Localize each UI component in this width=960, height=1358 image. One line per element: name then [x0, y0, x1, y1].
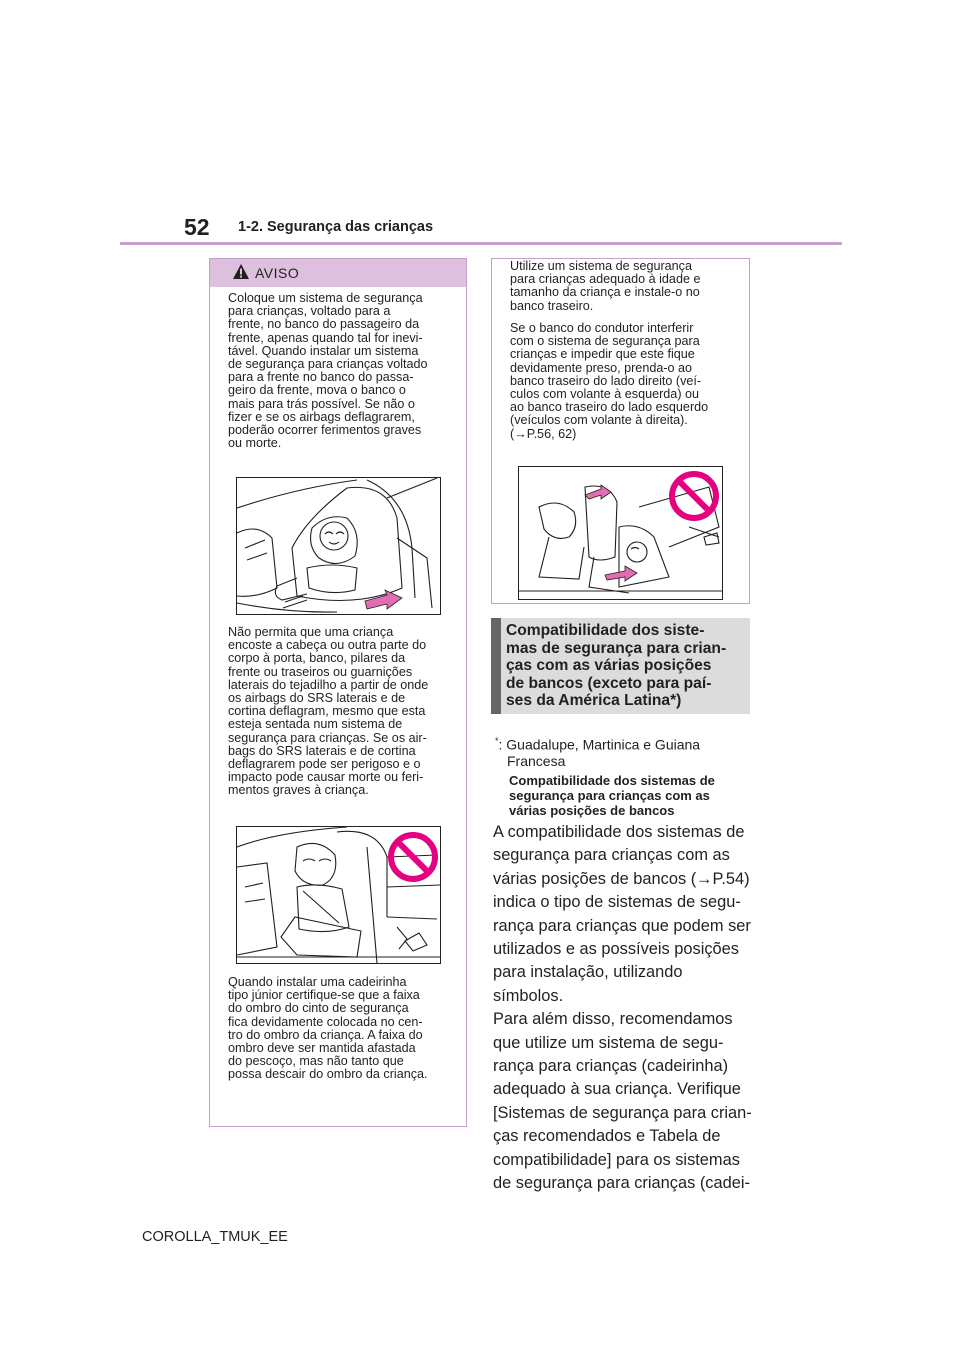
illustration-child-leaning — [236, 826, 441, 964]
illustration-front-child-seat — [236, 477, 441, 615]
warning-triangle-icon — [232, 263, 250, 280]
warning-paragraph-3: Quando instalar uma cadeirinha tipo júnior certifique-se que a faixa do ombro do cinto de segurança fica devidamente colocada no cen- tro do ombro da criança. A faixa do ombro deve ser mantida afastada do pescoço, mas não tanto que possa descair do ombro da criança. — [228, 975, 428, 1082]
footer-model-code: COROLLA_TMUK_EE — [142, 1229, 288, 1245]
subheading: Compatibilidade dos sistemas de segurança para crianças com as várias posições de bancos — [509, 773, 715, 818]
section-title: 1-2. Segurança das crianças — [238, 219, 434, 235]
page-reference-link[interactable]: (→P.56, 62) — [510, 426, 577, 441]
footnote: *: Guadalupe, Martinica e Guiana Francesa — [495, 736, 701, 769]
warning-continued-paragraph-1: Utilize um sistema de segurança para crianças adequado à idade e tamanho da criança e instale-o no banco traseiro. — [510, 259, 701, 313]
child-seat-front-drawing — [237, 478, 440, 614]
prohibited-icon — [387, 831, 439, 883]
warning-continued-paragraph-2: Se o banco do condutor interferir com o sistema de segurança para crianças e impedir que este fique devidamente preso, prenda-o ao banco traseiro do lado direito (veí- culos com volante à esquerda) ou ao banco traseiro do lado esquerdo (veículos com volante à direita). (→P.56, 62) — [510, 322, 746, 441]
illustration-driver-seat-interference — [518, 466, 723, 600]
footnote-mark: * — [495, 736, 499, 746]
compatibility-heading-bar — [491, 618, 501, 714]
page-number: 52 — [184, 214, 210, 240]
warning-paragraph-1: Coloque um sistema de segurança para crianças, voltado para a frente, no banco do passageiro da frente, apenas quando tal for inevi- tável. Quando instalar um sistema de segurança para crianças voltado para a frente no banco do passa- geiro da frente, mova o banco o mais para trás possível. Se não o fizer e se os airbags deflagrarem, poderão ocorrer ferimentos graves ou morte. — [228, 291, 428, 451]
prohibited-icon — [667, 469, 721, 523]
body-paragraph: A compatibilidade dos sistemas de segurança para crianças com as várias posições de bancos (→P.54) indica o tipo de sistemas de segu- rança para crianças que podem ser utilizados e as possíveis posições para instalação, utilizando símbolos. Para além disso, recomendamos que utilize um sistema de segu- rança para crianças (cadeirinha) adequado à sua criança. Verifique [Sistemas de segurança para crian- ças recomendados e Tabela de compatibilidade] para os sistemas de segurança para crianças (cadei- — [493, 823, 752, 1193]
header-rule — [120, 242, 842, 245]
compatibility-heading: Compatibilidade dos siste- mas de segurança para crian- ças com as várias posições de bancos (exceto para paí- ses da América Latina*) — [506, 622, 727, 710]
warning-paragraph-2: Não permita que uma criança encoste a cabeça ou outra parte do corpo à porta, banco, pilares da frente ou traseiros ou guarnições laterais do tejadilho a partir de onde os airbags do SRS laterais e de cortina deflagram, mesmo que esta esteja sentada num sistema de segurança para crianças. Se os air- bags do SRS laterais e de cortina deflagrarem pode ser perigoso e o impacto pode causar morte ou feri- mentos graves à criança. — [228, 625, 429, 798]
warning-title: AVISO — [255, 265, 300, 281]
